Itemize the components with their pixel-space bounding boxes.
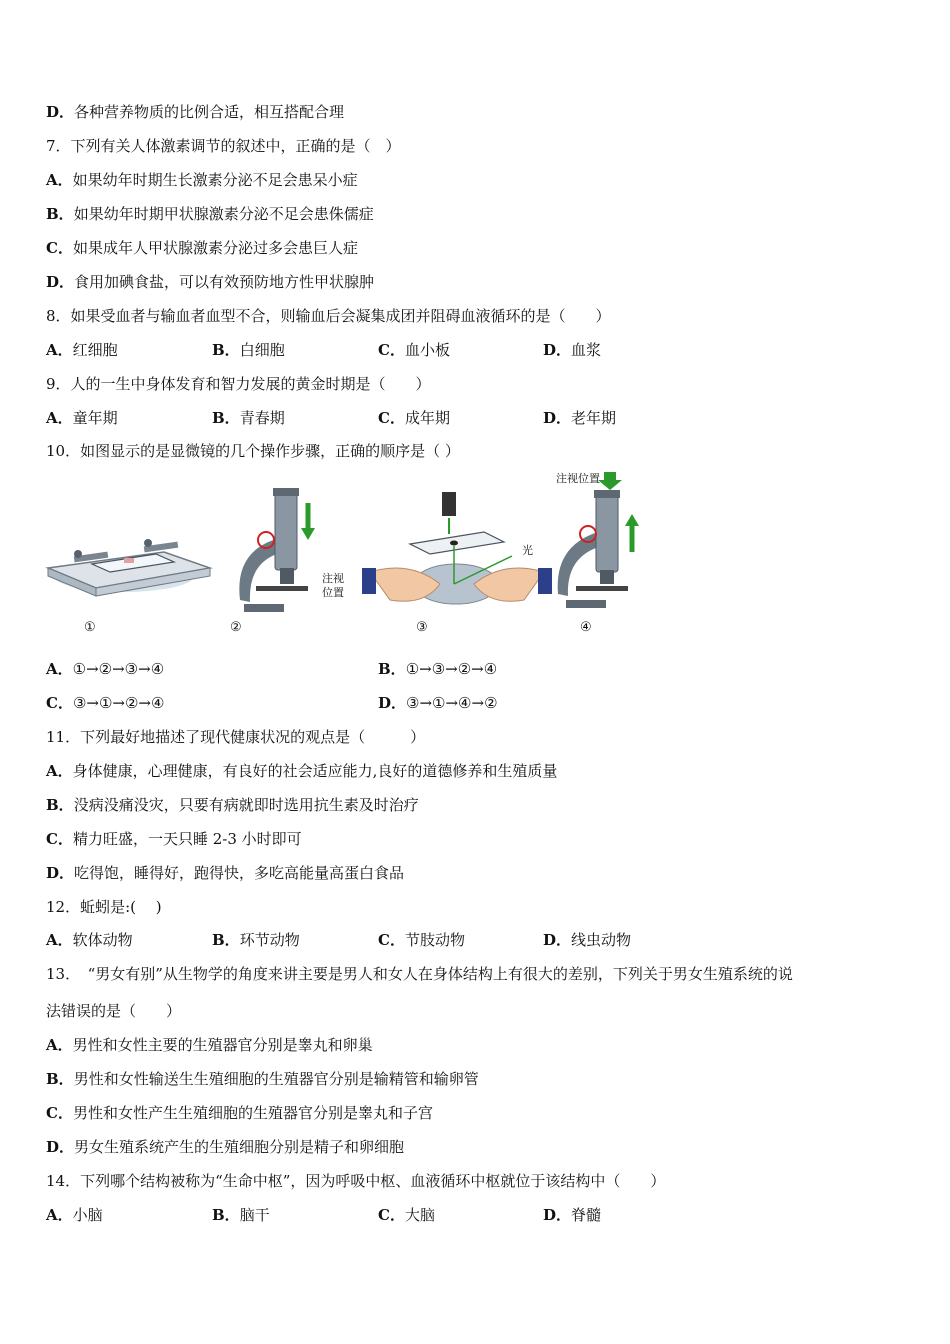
q14-option-d: [543, 1205, 601, 1225]
option-text: 男女生殖系统产生的生殖细胞分别是精子和卵细胞: [74, 1138, 405, 1156]
q14-stem: 14．下列哪个结构被称为“生命中枢”，因为呼吸中枢、血液循环中枢就位于该结构中（ ）: [46, 1172, 666, 1190]
q9-option-b: [212, 408, 285, 428]
option-text: 如果成年人甲状腺激素分泌过多会患巨人症: [72, 239, 358, 257]
option-letter: D．: [46, 864, 75, 882]
gaze-label-side-2: 位置: [322, 586, 344, 599]
q8-option-d: [543, 340, 601, 360]
option-letter: C．: [378, 1206, 405, 1224]
option-text: 线虫动物: [571, 931, 632, 949]
q10-option-a: [46, 659, 164, 679]
option-letter: A．: [46, 409, 73, 427]
option-letter: B．: [378, 660, 406, 678]
option-letter: B．: [46, 796, 74, 814]
option-text: 红细胞: [72, 341, 118, 359]
option-text: 青春期: [239, 409, 285, 427]
option-letter: C．: [378, 341, 405, 359]
option-letter: C．: [46, 1104, 73, 1122]
q6-option-d: [46, 102, 344, 122]
q7-option-d: [46, 272, 374, 292]
panel-label-3: ③: [416, 620, 428, 635]
option-letter: C．: [46, 830, 73, 848]
q10-stem: 10．如图显示的是显微镜的几个操作步骤，正确的顺序是（ ）: [46, 442, 460, 460]
option-text: 老年期: [571, 409, 617, 427]
option-text: 如果幼年时期生长激素分泌不足会患呆小症: [72, 171, 358, 189]
q8-option-b: [212, 340, 285, 360]
q9-option-a: [46, 408, 118, 428]
option-text: 白细胞: [239, 341, 285, 359]
option-letter: C．: [46, 694, 73, 712]
option-text: 精力旺盛，一天只睡 2-3 小时即可: [72, 830, 302, 848]
q12-option-b: [212, 930, 300, 950]
option-letter: B．: [212, 409, 240, 427]
microscope-steps-illustration: [44, 468, 644, 643]
option-letter: A．: [46, 762, 73, 780]
q13-option-a: [46, 1035, 373, 1055]
option-letter: D．: [378, 694, 407, 712]
option-text: 小脑: [72, 1206, 103, 1224]
option-text: 男性和女性主要的生殖器官分别是睾丸和卵巢: [72, 1036, 373, 1054]
q7-option-c: [46, 238, 358, 258]
panel-1-slide-on-stage: [48, 539, 210, 596]
microscope-steps-figure: [44, 468, 644, 643]
option-text: ③→①→②→④: [72, 694, 165, 712]
q13-option-b: [46, 1069, 479, 1089]
option-text: 节肢动物: [404, 931, 465, 949]
q10-option-d: [378, 693, 498, 713]
panel-2-lower-barrel: [239, 488, 344, 612]
option-letter: B．: [212, 341, 240, 359]
option-letter: C．: [378, 409, 405, 427]
option-text: 各种营养物质的比例合适，相互搭配合理: [74, 103, 345, 121]
option-letter: D．: [543, 409, 572, 427]
option-letter: B．: [212, 1206, 240, 1224]
option-letter: A．: [46, 1036, 73, 1054]
option-text: ③→①→④→②: [406, 694, 498, 712]
option-letter: A．: [46, 660, 73, 678]
light-label: 光: [522, 544, 533, 557]
option-text: 血小板: [404, 341, 450, 359]
q14-option-a: [46, 1205, 103, 1225]
option-text: 成年期: [404, 409, 450, 427]
option-letter: C．: [378, 931, 405, 949]
q12-option-a: [46, 930, 133, 950]
option-text: ①→③→②→④: [405, 660, 498, 678]
panel-label-4: ④: [580, 620, 592, 635]
option-letter: D．: [543, 341, 572, 359]
q11-option-b: [46, 795, 419, 815]
option-text: 男性和女性输送生生殖细胞的生殖器官分别是输精管和输卵管: [73, 1070, 479, 1088]
option-text: 食用加碘食盐，可以有效预防地方性甲状腺肿: [74, 273, 375, 291]
q8-stem: 8．如果受血者与输血者血型不合，则输血后会凝集成团并阻碍血液循环的是（ ）: [46, 307, 611, 325]
q7-option-b: [46, 204, 374, 224]
option-text: 男性和女性产生生殖细胞的生殖器官分别是睾丸和子宫: [72, 1104, 433, 1122]
q7-option-a: [46, 170, 358, 190]
option-letter: D．: [46, 103, 75, 121]
option-text: ①→②→③→④: [72, 660, 165, 678]
option-letter: A．: [46, 1206, 73, 1224]
option-text: 如果幼年时期甲状腺激素分泌不足会患侏儒症: [73, 205, 374, 223]
q10-option-c: [46, 693, 164, 713]
option-text: 血浆: [571, 341, 602, 359]
option-text: 软体动物: [72, 931, 133, 949]
q10-option-b: [378, 659, 497, 679]
option-text: 环节动物: [239, 931, 300, 949]
option-letter: A．: [46, 171, 73, 189]
option-text: 没病没痛没灾，只要有病就即时选用抗生素及时治疗: [73, 796, 419, 814]
q13-option-d: [46, 1137, 404, 1157]
q13-option-c: [46, 1103, 433, 1123]
q12-option-c: [378, 930, 465, 950]
q14-option-c: [378, 1205, 435, 1225]
option-text: 大脑: [404, 1206, 435, 1224]
q8-option-a: [46, 340, 118, 360]
option-letter: A．: [46, 931, 73, 949]
q13-stem-line-2: 法错误的是（ ）: [46, 1002, 182, 1020]
q11-option-a: [46, 761, 557, 781]
panel-4-raise-barrel: [556, 472, 639, 608]
gaze-label-top: 注视位置: [556, 472, 600, 485]
q11-stem: 11．下列最好地描述了现代健康状况的观点是（ ）: [46, 728, 426, 746]
option-text: 身体健康，心理健康，有良好的社会适应能力,良好的道德修养和生殖质量: [72, 762, 558, 780]
option-text: 脑干: [239, 1206, 270, 1224]
option-letter: B．: [46, 1070, 74, 1088]
option-text: 吃得饱，睡得好，跑得快，多吃高能量高蛋白食品: [74, 864, 405, 882]
option-letter: B．: [46, 205, 74, 223]
option-text: 童年期: [72, 409, 118, 427]
option-letter: D．: [46, 1138, 75, 1156]
gaze-label-side-1: 注视: [322, 572, 344, 585]
q11-option-d: [46, 863, 404, 883]
q11-option-c: [46, 829, 302, 849]
panel-label-2: ②: [230, 620, 242, 635]
option-letter: A．: [46, 341, 73, 359]
option-letter: D．: [543, 1206, 572, 1224]
q9-option-c: [378, 408, 450, 428]
q12-option-d: [543, 930, 631, 950]
q7-stem: 7．下列有关人体激素调节的叙述中，正确的是（ ）: [46, 137, 401, 155]
option-letter: D．: [46, 273, 75, 291]
option-letter: C．: [46, 239, 73, 257]
q9-stem: 9．人的一生中身体发育和智力发展的黄金时期是（ ）: [46, 375, 431, 393]
q12-stem: 12．蚯蚓是:( ): [46, 898, 162, 916]
option-letter: D．: [543, 931, 572, 949]
option-text: 脊髓: [571, 1206, 602, 1224]
q9-option-d: [543, 408, 616, 428]
panel-3-adjust-light: [362, 492, 552, 604]
panel-label-1: ①: [84, 620, 96, 635]
q13-stem-line-1: 13． “男女有别”从生物学的角度来讲主要是男人和女人在身体结构上有很大的差别，下列关于男女生殖系统的说: [46, 965, 793, 983]
option-letter: B．: [212, 931, 240, 949]
q8-option-c: [378, 340, 450, 360]
q14-option-b: [212, 1205, 270, 1225]
